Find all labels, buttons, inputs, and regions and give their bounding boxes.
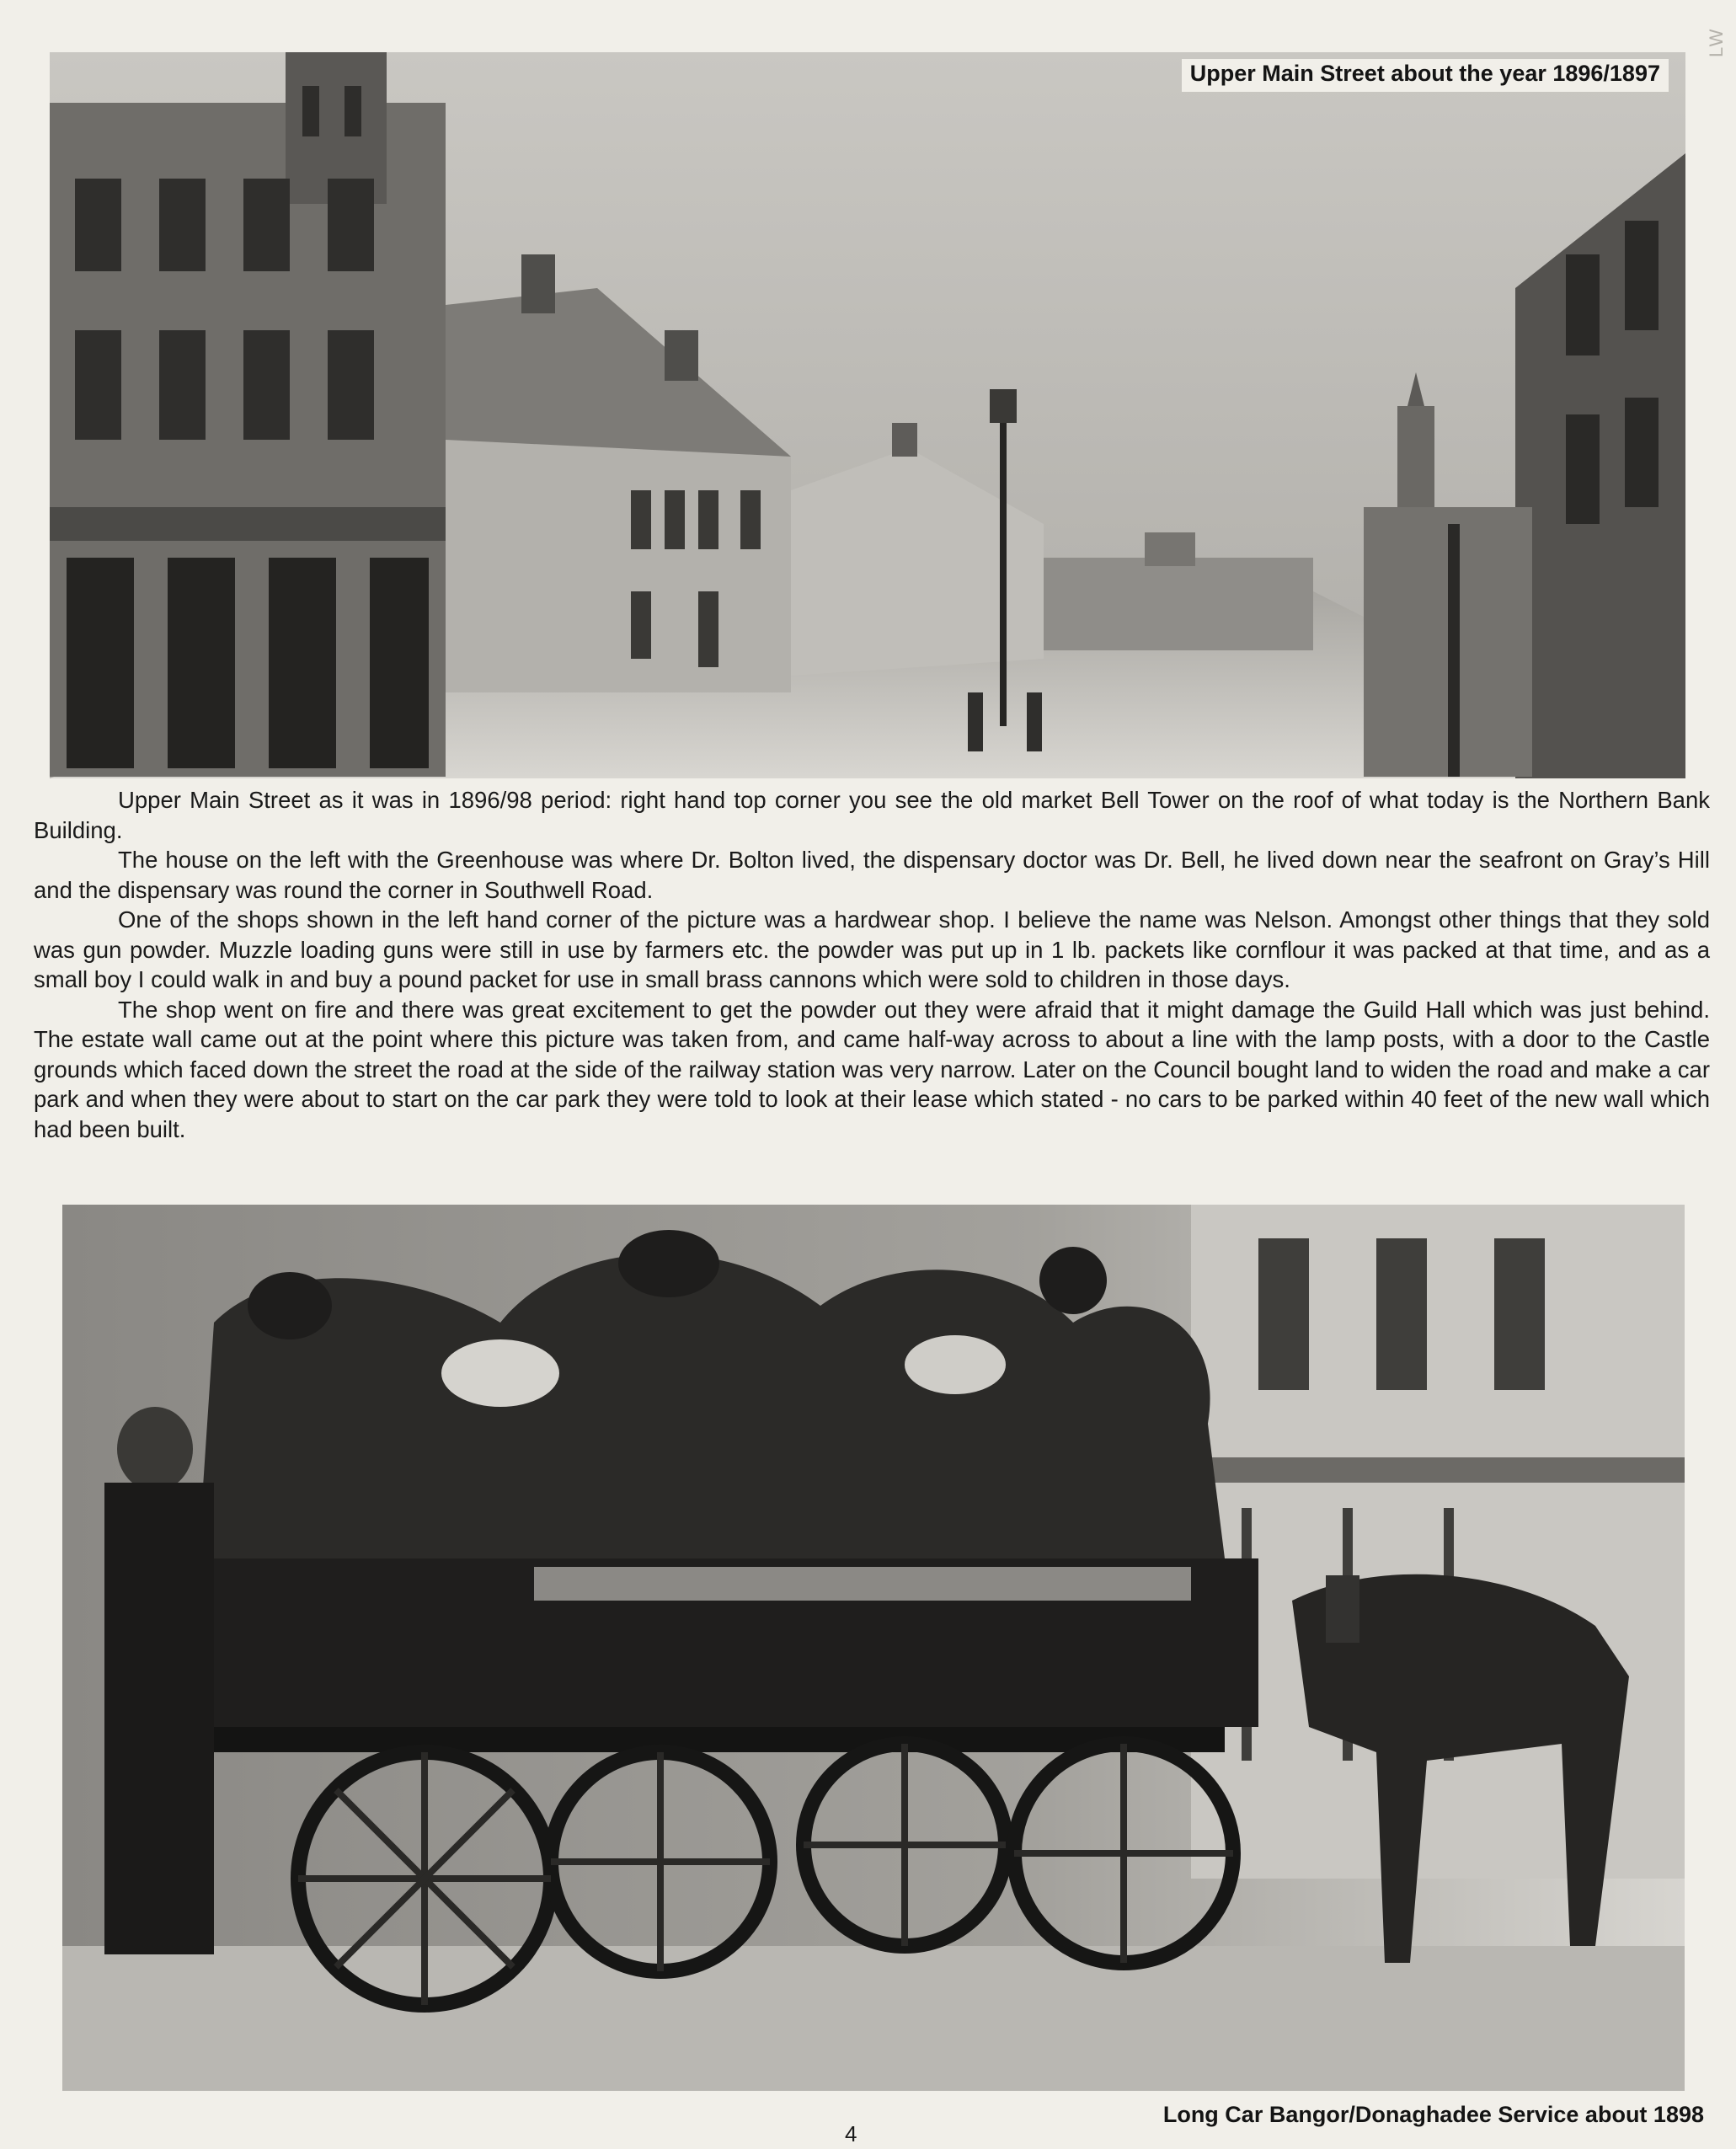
- photo-caption-bottom: Long Car Bangor/Donaghadee Service about 1898: [1162, 2102, 1704, 2127]
- page-number: 4: [845, 2121, 857, 2146]
- article-paragraph: The house on the left with the Greenhouse was where Dr. Bolton lived, the dispensary doctor was Dr. Bell, he lived down near the seafront on Gray’s Hill and the dispensary was round the corner in Southwell Road.: [34, 847, 1710, 903]
- photo-long-car: [62, 1205, 1685, 2091]
- article-body: [34, 785, 1710, 1144]
- article-paragraph: The shop went on fire and there was great excitement to get the powder out they were afraid that it might damage the Guild Hall which was just behind. The estate wall came out at the point where this picture was taken from, and came half-way across to about a line with the lamp posts, with a door to the Castle grounds which faced down the street the road at the side of the railway station was very narrow. Later on the Council bought land to widen the road and make a car park and when they were about to start on the car park they were told to look at their lease which stated - no cars to be parked within 40 feet of the new wall which had been built.: [34, 996, 1710, 1142]
- photo-upper-main-street: [50, 52, 1685, 778]
- article-paragraph: Upper Main Street as it was in 1896/98 period: right hand top corner you see the old market Bell Tower on the roof of what today is the Northern Bank Building.: [34, 787, 1710, 843]
- long-car-illustration: [62, 1205, 1685, 2091]
- corner-mark: LW: [1706, 27, 1727, 57]
- street-scene-illustration: [50, 52, 1685, 778]
- article-paragraph: One of the shops shown in the left hand corner of the picture was a hardwear shop. I believe the name was Nelson. Amongst other things that they sold was gun powder. Muzzle loading guns were still in use by farmers etc. the powder was put up in 1 lb. packets like cornflour it was packed at that time, and as a small boy I could walk in and buy a pound packet for use in small brass cannons which were sold to children in those days.: [34, 906, 1710, 992]
- photo-caption-top: Upper Main Street about the year 1896/1897: [1182, 59, 1669, 92]
